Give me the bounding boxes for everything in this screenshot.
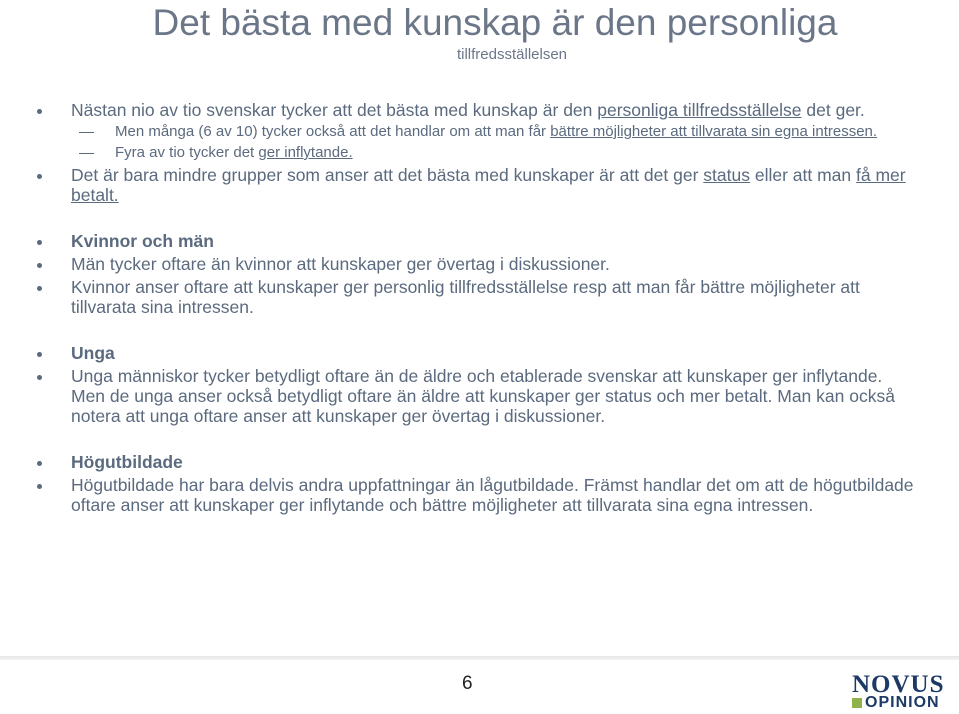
bullet-text: Nästan nio av tio svenskar tycker att det bästa med kunskap är den	[71, 100, 598, 120]
underlined-text: status	[703, 165, 750, 185]
title-line-2: tillfredsställelsen	[456, 46, 568, 63]
sub-bullet-text: Men många (6 av 10) tycker också att det handlar om att man får	[115, 123, 551, 140]
bullet-icon	[37, 263, 42, 268]
bullet-icon	[37, 109, 42, 114]
bullet-icon	[37, 174, 42, 179]
page-number: 6	[462, 673, 473, 694]
bullet-icon	[37, 352, 42, 357]
footer-divider	[0, 656, 959, 660]
logo-subtitle	[852, 695, 956, 711]
bullet-text: eller att man	[749, 165, 857, 185]
bullet-text: Kvinnor anser oftare att kunskaper ger personlig tillfredsställelse resp att man får bättre möjligheter att tillvarata sina intressen.	[71, 277, 860, 317]
bullet-text: det ger.	[801, 100, 865, 120]
bullet-item	[0, 165, 959, 205]
bullet-icon	[37, 375, 42, 380]
sub-bullet-item	[0, 123, 959, 141]
bullet-item	[0, 366, 959, 426]
slide-title	[0, 0, 959, 64]
bullet-list	[0, 100, 959, 515]
section-heading	[0, 452, 959, 472]
bullet-text: Unga människor tycker betydligt oftare än de äldre och etablerade svenskar att kunskaper ger inflytande. Men de unga anser också betydligt oftare än äldre att kunskaper ger status och mer betalt. Man kan också notera att unga oftare anser att kunskaper ger övertag i diskussioner.	[71, 366, 895, 426]
bullet-text: Högutbildade har bara delvis andra uppfattningar än lågutbildade. Främst handlar det om att de högutbildade oftare anser att kunskaper ger inflytande och bättre möjligheter att tillvarata sina egna intressen.	[71, 475, 914, 515]
heading-text: Högutbildade	[71, 452, 183, 472]
bullet-item	[0, 100, 959, 120]
bullet-text: Det är bara mindre grupper som anser att det bästa med kunskaper är att det ger	[71, 165, 704, 185]
bullet-item	[0, 475, 959, 515]
bullet-text: Män tycker oftare än kvinnor att kunskaper ger övertag i diskussioner.	[71, 254, 610, 274]
logo-accent-icon	[852, 698, 862, 708]
bullet-item	[0, 277, 959, 317]
bullet-item	[0, 254, 959, 274]
title-line-1: Det bästa med kunskap är den personliga	[152, 2, 838, 43]
underlined-text: få mer betalt.	[71, 165, 906, 205]
logo-subtitle-text: OPINION	[865, 694, 940, 711]
sub-bullet-text: Fyra av tio tycker det	[115, 144, 259, 161]
heading-text: Unga	[71, 343, 115, 363]
logo-wordmark: NOVUS	[852, 671, 945, 698]
section-heading	[0, 231, 959, 251]
bullet-icon	[37, 461, 42, 466]
bullet-icon	[37, 240, 42, 245]
sub-bullet-item	[0, 144, 959, 162]
underlined-text: personliga tillfredsställelse	[597, 100, 802, 120]
underlined-text: bättre möjligheter att tillvarata sin egna intressen.	[550, 123, 878, 140]
bullet-icon	[37, 286, 42, 291]
heading-text: Kvinnor och män	[71, 231, 214, 251]
bullet-icon	[37, 484, 42, 489]
novus-logo	[852, 672, 956, 712]
underlined-text: ger inflytande.	[258, 144, 353, 161]
dash-icon	[79, 153, 94, 154]
section-heading	[0, 343, 959, 363]
dash-icon	[79, 132, 94, 133]
